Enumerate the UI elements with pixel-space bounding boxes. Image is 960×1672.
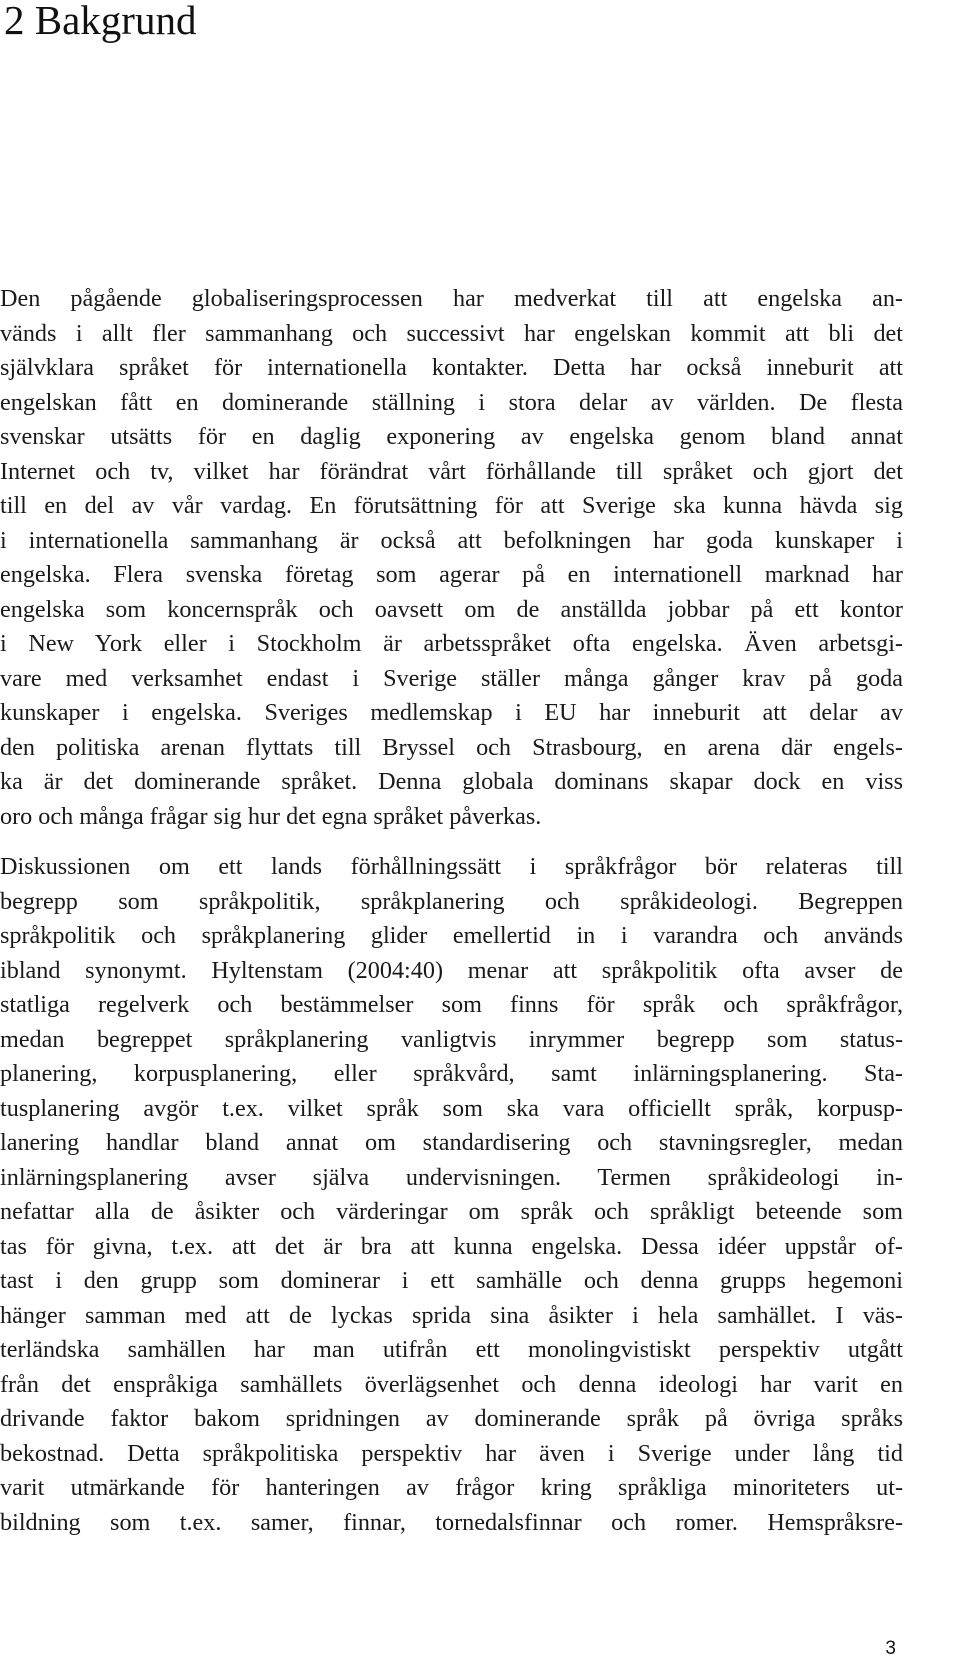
text-line: bildning som t.ex. samer, finnar, tornedalsfinnar och romer. Hemspråksre- bbox=[0, 1508, 903, 1536]
text-line: Internet och tv, vilket har förändrat vårt förhållande till språket och gjort det bbox=[0, 457, 903, 485]
text-line: engelska. Flera svenska företag som agerar på en internationell marknad har bbox=[0, 561, 903, 588]
paragraph-globalisation bbox=[0, 282, 903, 834]
text-line: vare med verksamhet endast i Sverige ställer många gånger krav på goda bbox=[0, 664, 903, 692]
text-line: statliga regelverk och bestämmelser som finns för språk och språkfrågor, bbox=[0, 991, 903, 1018]
text-line: Den pågående globaliseringsprocessen har medverkat till att engelska an- bbox=[0, 285, 903, 312]
text-line: hänger samman med att de lyckas sprida sina åsikter i hela samhället. I väs- bbox=[0, 1301, 903, 1329]
paragraph-language-policy bbox=[0, 850, 903, 1540]
text-line: inlärningsplanering avser själva undervisningen. Termen språkideologi in- bbox=[0, 1163, 903, 1191]
text-line: oro och många frågar sig hur det egna språket påverkas. bbox=[0, 802, 542, 830]
text-line: bekostnad. Detta språkpolitiska perspektiv har även i Sverige under lång tid bbox=[0, 1439, 903, 1467]
text-line: medan begreppet språkplanering vanligtvis inrymmer begrepp som status- bbox=[0, 1025, 903, 1053]
section-heading: 2 Bakgrund bbox=[4, 0, 197, 43]
text-line: i New York eller i Stockholm är arbetsspråket ofta engelska. Även arbetsgi- bbox=[0, 630, 903, 657]
text-line: begrepp som språkpolitik, språkplanering och språkideologi. Begreppen bbox=[0, 887, 903, 915]
text-line: kunskaper i engelska. Sveriges medlemskap i EU har inneburit att delar av bbox=[0, 699, 903, 726]
text-line: Diskussionen om ett lands förhållningssätt i språkfrågor bör relateras till bbox=[0, 853, 903, 880]
text-line: engelska som koncernspråk och oavsett om de anställda jobbar på ett kontor bbox=[0, 595, 903, 623]
text-line: drivande faktor bakom spridningen av dominerande språk på övriga språks bbox=[0, 1405, 903, 1432]
text-line: terländska samhällen har man utifrån ett monolingvistiskt perspektiv utgått bbox=[0, 1336, 903, 1363]
text-line: den politiska arenan flyttats till Bryssel och Strasbourg, en arena där engels- bbox=[0, 733, 903, 761]
text-line: varit utmärkande för hanteringen av frågor kring språkliga minoriteters ut- bbox=[0, 1474, 903, 1501]
text-line: självklara språket för internationella kontakter. Detta har också inneburit att bbox=[0, 354, 903, 381]
text-line: tas för givna, t.ex. att det är bra att kunna engelska. Dessa idéer uppstår of- bbox=[0, 1232, 903, 1260]
text-line: ka är det dominerande språket. Denna globala dominans skapar dock en viss bbox=[0, 768, 903, 795]
text-line: svenskar utsätts för en daglig exponering av engelska genom bland annat bbox=[0, 423, 903, 450]
text-line: lanering handlar bland annat om standardisering och stavningsregler, medan bbox=[0, 1129, 903, 1156]
body-text bbox=[0, 282, 903, 1540]
text-line: tusplanering avgör t.ex. vilket språk som ska vara officiellt språk, korpusp- bbox=[0, 1094, 903, 1122]
text-line: i internationella sammanhang är också att befolkningen har goda kunskaper i bbox=[0, 526, 903, 554]
text-line: från det enspråkiga samhällets överlägsenhet och denna ideologi har varit en bbox=[0, 1370, 903, 1398]
text-line: tast i den grupp som dominerar i ett samhälle och denna grupps hegemoni bbox=[0, 1267, 903, 1294]
page-number: 3 bbox=[885, 1638, 896, 1659]
text-line: språkpolitik och språkplanering glider emellertid in i varandra och används bbox=[0, 922, 903, 949]
text-line: till en del av vår vardag. En förutsättning för att Sverige ska kunna hävda sig bbox=[0, 492, 903, 519]
text-line: nefattar alla de åsikter och värderingar om språk och språkligt beteende som bbox=[0, 1198, 903, 1225]
text-line: planering, korpusplanering, eller språkvård, samt inlärningsplanering. Sta- bbox=[0, 1060, 903, 1087]
text-line: ibland synonymt. Hyltenstam (2004:40) menar att språkpolitik ofta avser de bbox=[0, 956, 903, 984]
text-line: engelskan fått en dominerande ställning i stora delar av världen. De flesta bbox=[0, 388, 903, 416]
text-line: vänds i allt fler sammanhang och successivt har engelskan kommit att bli det bbox=[0, 319, 903, 347]
